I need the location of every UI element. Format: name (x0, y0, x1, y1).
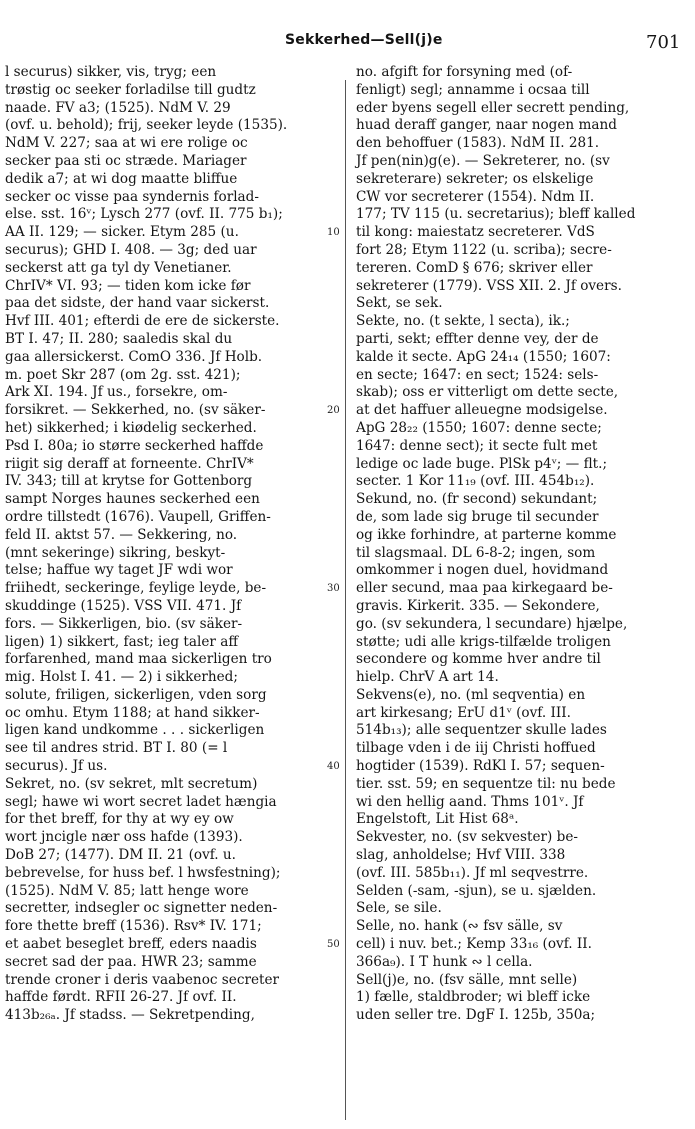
text-line: telse; haffue wy taget JF wdi wor (5, 562, 233, 579)
text-line: skuddinge (1525). VSS VII. 471. Jf (5, 597, 242, 614)
text-line (356, 171, 686, 189)
text-line (356, 651, 686, 669)
text-line (356, 242, 686, 260)
line-text: go. (sv sekundera, l secundare) hjælpe, (356, 615, 628, 632)
text-line (356, 918, 686, 936)
line-text: cell) i nuv. bet.; Kemp 33₁₆ (ovf. II. (356, 936, 592, 953)
line-text: (ovf. III. 585b₁₁). Jf ml seqvestrre. (356, 864, 589, 881)
page-header (0, 30, 695, 56)
line-text: fort 28; Etym 1122 (u. scriba); secre- (356, 241, 612, 258)
line-text: huad deraff ganger, naar nogen mand (356, 117, 617, 134)
line-text: Sekte, no. (t sekte, l secta), ik.; (356, 313, 570, 330)
text-line (356, 776, 686, 794)
text-line (356, 135, 686, 153)
text-line: Hvf III. 401; efterdi de ere de sickerste. (5, 313, 280, 330)
text-line: l securus) sikker, vis, tryg; een (5, 64, 217, 80)
text-line: Ark XI. 194. Jf us., forsekre, om- (5, 384, 228, 401)
text-line (356, 829, 686, 847)
text-line: Psd I. 80a; io større seckerhed haffde (5, 437, 264, 454)
text-line (356, 100, 686, 118)
text-line (356, 794, 686, 812)
line-text: Selle, no. hank (∾ fsv sälle, sv (356, 918, 563, 935)
line-text: Sell(j)e, no. (fsv sälle, mnt selle) (356, 971, 578, 988)
line-text: til kong: maiestatz secreterer. VdS (356, 224, 595, 241)
text-line: securus). Jf us. (5, 758, 108, 775)
text-line: bebrevelse, for huss bef. l hwsfestning); (5, 864, 281, 881)
text-line (356, 367, 686, 385)
line-text: Sekt, se sek. (356, 295, 443, 312)
text-line: sampt Norges haunes seckerhed een (5, 491, 260, 508)
left-column (5, 64, 335, 1025)
text-line (356, 473, 686, 491)
text-line: m. poet Skr 287 (om 2g. sst. 421); (5, 366, 241, 383)
text-line (356, 740, 686, 758)
line-text: Sele, se sile. (356, 900, 442, 917)
text-line (356, 82, 686, 100)
line-text: secter. 1 Kor 11₁₉ (ovf. III. 454b₁₂). (356, 473, 595, 490)
line-text: 1647: denne sect); it secte fult met (356, 437, 598, 454)
line-text: eller secund, maa paa kirkegaard be- (356, 580, 613, 597)
text-line (356, 456, 686, 474)
line-text: til slagsmaal. DL 6-8-2; ingen, som (356, 544, 596, 561)
line-text: eder byens segell eller secrett pending, (356, 99, 630, 116)
line-text: den behoffuer (1583). NdM II. 281. (356, 135, 600, 152)
text-line (327, 402, 686, 420)
text-line (327, 936, 686, 954)
text-line (356, 1007, 686, 1025)
line-text: sekreterare) sekreter; os elskelige (356, 170, 594, 187)
line-text: hogtider (1539). RdKl I. 57; sequen- (356, 758, 605, 775)
text-line (356, 349, 686, 367)
text-line: segl; hawe wi wort secret ladet hængia (5, 793, 277, 810)
text-line: forsikret. — Sekkerhed, no. (sv säker- (5, 402, 266, 419)
text-line: (1525). NdM V. 85; latt henge wore (5, 882, 249, 899)
text-line (327, 758, 686, 776)
text-line: secret sad der paa. HWR 23; samme (5, 953, 257, 970)
line-text: omkommer i nogen duel, hovidmand (356, 562, 609, 579)
text-line: for thet breff, for thy at wy ey ow (5, 811, 234, 828)
text-line: forfarenhed, mand maa sickerligen tro (5, 651, 272, 668)
text-line: solute, friligen, sickerligen, vden sorg (5, 686, 267, 703)
line-text: art kirkesang; ErU d1ᵛ (ovf. III. (356, 704, 571, 721)
line-text: uden seller tre. DgF I. 125b, 350a; (356, 1007, 596, 1024)
running-head: Sekkerhed—Sell(j)e (285, 32, 443, 48)
line-text: tereren. ComD § 676; skriver eller (356, 259, 593, 276)
line-text: Sekvester, no. (sv sekvester) be- (356, 829, 578, 846)
line-text: Sekund, no. (fr second) sekundant; (356, 491, 598, 508)
text-line (356, 598, 686, 616)
line-text: gravis. Kirkerit. 335. — Sekondere, (356, 597, 600, 614)
text-line: ligen kand undkomme . . . sickerligen (5, 722, 265, 739)
line-text: 366a₉). I T hunk ∾ l cella. (356, 953, 533, 970)
margin-line-number: 40 (327, 761, 340, 773)
text-line: see til andres strid. BT I. 80 (= l (5, 740, 228, 757)
page-number: 701 (646, 32, 681, 53)
line-text: Engelstoft, Lit Hist 68ᵃ. (356, 811, 519, 828)
margin-line-number: 30 (327, 583, 340, 595)
text-line: IV. 343; till at krytse for Gottenborg (5, 473, 253, 490)
text-line (356, 384, 686, 402)
text-line (356, 616, 686, 634)
right-column (327, 64, 686, 1025)
line-text: sekreterer (1779). VSS XII. 2. Jf overs. (356, 277, 622, 294)
text-line (356, 278, 686, 296)
text-line (356, 669, 686, 687)
text-line: ligen) 1) sikkert, fast; ieg taler aff (5, 633, 238, 650)
text-line: feld II. aktst 57. — Sekkering, no. (5, 526, 238, 543)
text-line: AA II. 129; — sicker. Etym 285 (u. (5, 224, 239, 241)
text-line (356, 527, 686, 545)
text-line: NdM V. 227; saa at wi ere rolige oc (5, 135, 248, 152)
text-line: paa det sidste, der hand vaar sickerst. (5, 295, 270, 312)
margin-line-number: 10 (327, 227, 340, 239)
text-line: (mnt sekeringe) sikring, beskyt- (5, 544, 226, 561)
text-line (356, 206, 686, 224)
text-line (356, 705, 686, 723)
text-line (356, 491, 686, 509)
text-line (356, 989, 686, 1007)
text-line: ordre tillstedt (1676). Vaupell, Griffen- (5, 508, 271, 525)
text-line (356, 545, 686, 563)
text-line (356, 811, 686, 829)
text-line (356, 509, 686, 527)
text-line (356, 865, 686, 883)
text-line: haffde førdt. RFII 26-27. Jf ovf. II. (5, 989, 237, 1006)
text-line: secker paa sti oc stræde. Mariager (5, 152, 247, 169)
text-line: fore thette breff (1536). Rsv* IV. 171; (5, 918, 262, 935)
text-line: het) sikkerhed; i kiødelig seckerhed. (5, 419, 257, 436)
text-line (356, 64, 686, 82)
text-line: mig. Holst I. 41. — 2) i sikkerhed; (5, 669, 238, 686)
text-line: et aabet beseglet breff, eders naadis (5, 936, 257, 953)
text-line: trøstig oc seeker forladilse till gudtz (5, 81, 256, 98)
line-text: hielp. ChrV A art 14. (356, 669, 499, 686)
text-line (356, 634, 686, 652)
text-line (356, 722, 686, 740)
margin-line-number: 20 (327, 405, 340, 417)
line-text: fenligt) segl; annamme i ocsaa till (356, 81, 590, 98)
text-line (356, 295, 686, 313)
text-line: dedik a7; at wi dog maatte bliffue (5, 170, 238, 187)
text-line: seckerst att ga tyl dy Venetianer. (5, 259, 232, 276)
text-line (327, 224, 686, 242)
text-line (356, 562, 686, 580)
line-text: skab); oss er vitterligt om dette secte, (356, 384, 619, 401)
line-text: no. afgift for forsyning med (of- (356, 64, 573, 80)
line-text: Selden (-sam, -sjun), se u. sjælden. (356, 882, 597, 899)
line-text: parti, sekt; effter denne vey, der de (356, 330, 599, 347)
text-line: 413b₂₆ₐ. Jf stadss. — Sekretpending, (5, 1007, 255, 1024)
text-line: fors. — Sikkerligen, bio. (sv säker- (5, 615, 243, 632)
text-line: Sekret, no. (sv sekret, mlt secretum) (5, 775, 258, 792)
line-text: at det haffuer alleuegne modsigelse. (356, 402, 608, 419)
text-line: oc omhu. Etym 1188; at hand sikker- (5, 704, 260, 721)
line-text: secondere og komme hver andre til (356, 651, 601, 668)
line-text: støtte; udi alle krigs-tilfælde troligen (356, 633, 611, 650)
text-line (356, 900, 686, 918)
text-line: friihedt, seckeringe, feylige leyde, be- (5, 580, 267, 597)
text-line (356, 153, 686, 171)
text-line: BT I. 47; II. 280; saaledis skal du (5, 330, 233, 347)
line-text: wi den hellig aand. Thms 101ᵛ. Jf (356, 793, 584, 810)
line-text: kalde it secte. ApG 24₁₄ (1550; 1607: (356, 348, 611, 365)
text-line: securus); GHD I. 408. — 3g; ded uar (5, 241, 257, 258)
line-text: tier. sst. 59; en sequentze til: nu bede (356, 775, 616, 792)
text-line (356, 313, 686, 331)
line-text: og ikke forhindre, at parterne komme (356, 526, 617, 543)
text-line (327, 580, 686, 598)
line-text: CW vor secreterer (1554). Ndm II. (356, 188, 595, 205)
text-line (356, 954, 686, 972)
line-text: en secte; 1647: en sect; 1524: sels- (356, 366, 599, 383)
text-line (356, 260, 686, 278)
line-text: 177; TV 115 (u. secretarius); bleff kalled (356, 206, 636, 223)
text-line: DoB 27; (1477). DM II. 21 (ovf. u. (5, 847, 237, 864)
line-text: ApG 28₂₂ (1550; 1607: denne secte; (356, 419, 602, 436)
line-text: 514b₁₃); alle sequentzer skulle lades (356, 722, 607, 739)
column-divider (345, 80, 346, 1120)
text-line: wort jncigle nær oss hafde (1393). (5, 829, 243, 846)
text-line: (ovf. u. behold); frij, seeker leyde (1535). (5, 117, 288, 134)
margin-line-number: 50 (327, 939, 340, 951)
text-line (356, 117, 686, 135)
text-line (356, 438, 686, 456)
text-line (356, 883, 686, 901)
line-text: slag, anholdelse; Hvf VIII. 338 (356, 847, 566, 864)
text-line: trende croner i deris vaabenoc secreter (5, 971, 279, 988)
text-line (356, 189, 686, 207)
line-text: 1) fælle, staldbroder; wi bleff icke (356, 989, 591, 1006)
text-line: gaa allersickerst. ComO 336. Jf Holb. (5, 348, 263, 365)
text-line (356, 331, 686, 349)
text-line: ChrIV* VI. 93; — tiden kom icke før (5, 277, 251, 294)
text-line: secretter, indsegler oc signetter neden- (5, 900, 278, 917)
text-line: riigit sig deraff at forneente. ChrIV* (5, 455, 254, 472)
line-text: ledige oc lade buge. PlSk p4ᵛ; — flt.; (356, 455, 608, 472)
text-line (356, 847, 686, 865)
line-text: Sekvens(e), no. (ml seqventia) en (356, 686, 586, 703)
text-line (356, 687, 686, 705)
text-line: secker oc visse paa syndernis forlad- (5, 188, 259, 205)
text-line (356, 420, 686, 438)
line-text: tilbage vden i de iij Christi hoffued (356, 740, 596, 757)
text-line: else. sst. 16ᵛ; Lysch 277 (ovf. II. 775 b₁); (5, 206, 283, 223)
text-line: naade. FV a3; (1525). NdM V. 29 (5, 99, 231, 116)
text-line (356, 972, 686, 990)
line-text: Jf pen(nin)g(e). — Sekreterer, no. (sv (356, 152, 610, 169)
line-text: de, som lade sig bruge til secunder (356, 508, 599, 525)
